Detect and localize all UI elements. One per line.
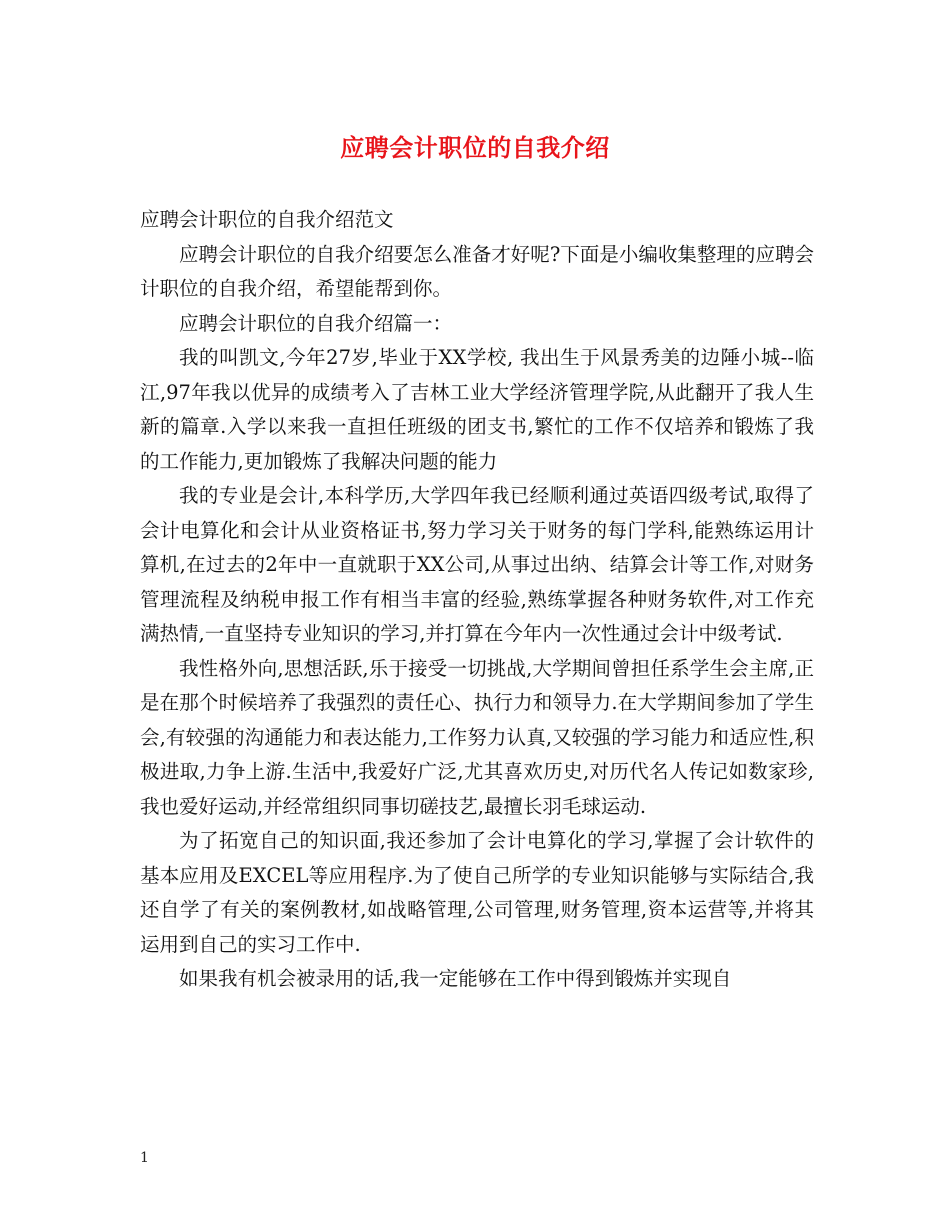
paragraph-intro: 应聘会计职位的自我介绍要怎么准备才好呢?下面是小编收集整理的应聘会计职位的自我介绍，希望能帮到你。	[140, 242, 814, 300]
paragraph-personality: 我性格外向,思想活跃,乐于接受一切挑战,大学期间曾担任系学生会主席,正是在那个时候培养了我强烈的责任心、执行力和领导力.在大学期间参加了学生会,有较强的沟通能力和表达能力,工作努力认真,又较强的学习能力和适应性,积极进取,力争上游.生活中,我爱好广泛,尤其喜欢历史,对历代名人传记如数家珍,我也爱好运动,并经常组织同事切磋技艺,最擅长羽毛球运动.	[140, 656, 814, 818]
page-number: 1	[140, 1150, 149, 1166]
paragraph-education: 我的专业是会计,本科学历,大学四年我已经顺利通过英语四级考试,取得了会计电算化和会计从业资格证书,努力学习关于财务的每门学科,能熟练运用计算机,在过去的2年中一直就职于XX公司,从事过出纳、结算会计等工作,对财务管理流程及纳税申报工作有相当丰富的经验,熟练掌握各种财务软件,对工作充满热情,一直坚持专业知识的学习,并打算在今年内一次性通过会计中级考试.	[140, 484, 814, 645]
paragraph-subtitle: 应聘会计职位的自我介绍范文	[140, 208, 394, 231]
document-title: 应聘会计职位的自我介绍	[340, 133, 610, 162]
paragraph-background: 我的叫凯文,今年27岁,毕业于XX学校, 我出生于风景秀美的边陲小城--临江,97年我以优异的成绩考入了吉林工业大学经济管理学院,从此翻开了我人生新的篇章.入学以来我一直担任班级的团支书,繁忙的工作不仅培养和锻炼了我的工作能力,更加锻炼了我解决问题的能力	[140, 346, 814, 473]
document-body	[140, 203, 814, 997]
paragraph-section-heading: 应聘会计职位的自我介绍篇一：	[179, 311, 453, 335]
paragraph-skills: 为了拓宽自己的知识面,我还参加了会计电算化的学习,掌握了会计软件的基本应用及EXCEL等应用程序.为了使自己所学的专业知识能够与实际结合,我还自学了有关的案例教材,如战略管理,公司管理,财务管理,资本运营等,并将其运用到自己的实习工作中.	[140, 829, 814, 956]
paragraph-closing: 如果我有机会被录用的话,我一定能够在工作中得到锻炼并实现自	[179, 967, 732, 990]
